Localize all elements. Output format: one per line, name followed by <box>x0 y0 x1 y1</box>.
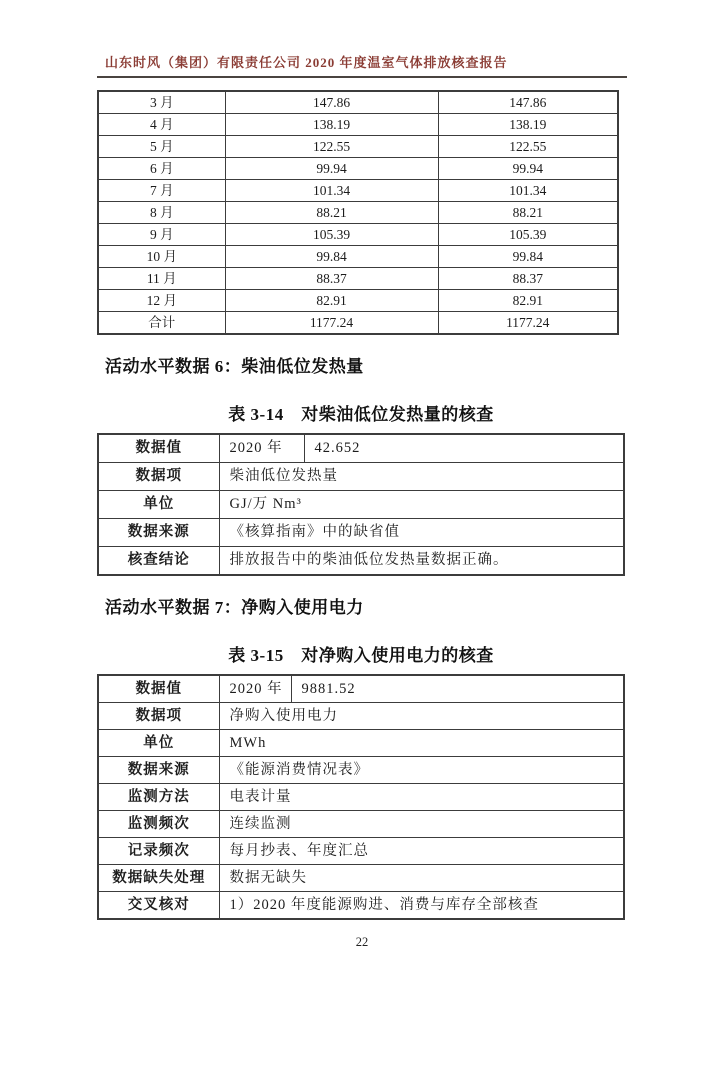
table-row-total <box>98 312 618 335</box>
table-row <box>98 268 618 290</box>
value-cell: 82.91 <box>438 290 618 312</box>
row-content: 每月抄表、年度汇总 <box>219 838 624 865</box>
value-cell: 99.84 <box>225 246 438 268</box>
month-cell: 3 月 <box>98 91 225 114</box>
row-label: 数据项 <box>98 703 219 730</box>
value-cell: 88.37 <box>438 268 618 290</box>
table-3-15-caption: 表 3-15 对净购入使用电力的核查 <box>228 646 494 665</box>
row-content: 连续监测 <box>219 811 624 838</box>
table-row <box>98 136 618 158</box>
kv-row <box>98 547 624 576</box>
row-label: 数据值 <box>98 675 219 703</box>
month-cell: 4 月 <box>98 114 225 136</box>
table-row <box>98 114 618 136</box>
table-row <box>98 91 618 114</box>
month-cell: 6 月 <box>98 158 225 180</box>
row-content: 数据无缺失 <box>219 865 624 892</box>
row-label: 记录频次 <box>98 838 219 865</box>
value-cell: 101.34 <box>438 180 618 202</box>
kv-row <box>98 865 624 892</box>
page-number: 22 <box>355 935 369 949</box>
value-cell: 82.91 <box>225 290 438 312</box>
row-content: 净购入使用电力 <box>219 703 624 730</box>
row-content: 《核算指南》中的缺省值 <box>219 519 624 547</box>
row-content: MWh <box>219 730 624 757</box>
kv-row <box>98 811 624 838</box>
value-cell: 88.37 <box>225 268 438 290</box>
row-content: GJ/万 Nm³ <box>219 491 624 519</box>
row-label: 交叉核对 <box>98 892 219 920</box>
monthly-values-table <box>97 90 619 335</box>
row-content: 排放报告中的柴油低位发热量数据正确。 <box>219 547 624 576</box>
table-row <box>98 202 618 224</box>
value-cell: 88.21 <box>225 202 438 224</box>
table-row <box>98 180 618 202</box>
row-content: 电表计量 <box>219 784 624 811</box>
value-cell: 105.39 <box>438 224 618 246</box>
month-cell: 11 月 <box>98 268 225 290</box>
row-label: 监测方法 <box>98 784 219 811</box>
document-page <box>0 52 724 1076</box>
report-header <box>97 52 627 78</box>
section-7-heading: 活动水平数据 7：净购入使用电力 <box>105 598 364 617</box>
kv-row <box>98 892 624 920</box>
table-row <box>98 290 618 312</box>
row-label: 单位 <box>98 730 219 757</box>
month-cell: 10 月 <box>98 246 225 268</box>
row-label: 单位 <box>98 491 219 519</box>
year-cell: 2020 年 <box>219 675 291 703</box>
row-content: 1）2020 年度能源购进、消费与库存全部核查 <box>219 892 624 920</box>
month-cell: 5 月 <box>98 136 225 158</box>
value-cell: 88.21 <box>438 202 618 224</box>
kv-row <box>98 491 624 519</box>
value-cell: 105.39 <box>225 224 438 246</box>
total-label-cell: 合计 <box>98 312 225 335</box>
kv-row <box>98 838 624 865</box>
row-content: 柴油低位发热量 <box>219 463 624 491</box>
row-label: 数据来源 <box>98 757 219 784</box>
kv-row <box>98 784 624 811</box>
total-value-cell: 1177.24 <box>225 312 438 335</box>
month-cell: 7 月 <box>98 180 225 202</box>
value-cell: 122.55 <box>225 136 438 158</box>
row-content: 《能源消费情况表》 <box>219 757 624 784</box>
kv-row <box>98 434 624 463</box>
table-3-15 <box>97 674 625 920</box>
value-cell: 138.19 <box>225 114 438 136</box>
kv-row <box>98 675 624 703</box>
kv-row <box>98 757 624 784</box>
table-row <box>98 158 618 180</box>
value-cell: 138.19 <box>438 114 618 136</box>
value-cell: 42.652 <box>304 434 624 463</box>
value-cell: 99.84 <box>438 246 618 268</box>
month-cell: 9 月 <box>98 224 225 246</box>
month-cell: 8 月 <box>98 202 225 224</box>
row-label: 核查结论 <box>98 547 219 576</box>
row-label: 监测频次 <box>98 811 219 838</box>
table-3-14-caption: 表 3-14 对柴油低位发热量的核查 <box>228 405 494 424</box>
row-label: 数据项 <box>98 463 219 491</box>
table-3-14 <box>97 433 625 576</box>
year-cell: 2020 年 <box>219 434 304 463</box>
report-header-title: 山东时风（集团）有限责任公司 2020 年度温室气体排放核查报告 <box>105 55 508 70</box>
kv-row <box>98 463 624 491</box>
kv-row <box>98 730 624 757</box>
row-label: 数据来源 <box>98 519 219 547</box>
value-cell: 122.55 <box>438 136 618 158</box>
month-cell: 12 月 <box>98 290 225 312</box>
total-value-cell: 1177.24 <box>438 312 618 335</box>
value-cell: 147.86 <box>438 91 618 114</box>
kv-row <box>98 519 624 547</box>
row-label: 数据缺失处理 <box>98 865 219 892</box>
table-row <box>98 224 618 246</box>
value-cell: 9881.52 <box>291 675 624 703</box>
row-label: 数据值 <box>98 434 219 463</box>
value-cell: 101.34 <box>225 180 438 202</box>
section-6-heading: 活动水平数据 6：柴油低位发热量 <box>105 357 364 376</box>
value-cell: 147.86 <box>225 91 438 114</box>
kv-row <box>98 703 624 730</box>
value-cell: 99.94 <box>438 158 618 180</box>
value-cell: 99.94 <box>225 158 438 180</box>
table-row <box>98 246 618 268</box>
